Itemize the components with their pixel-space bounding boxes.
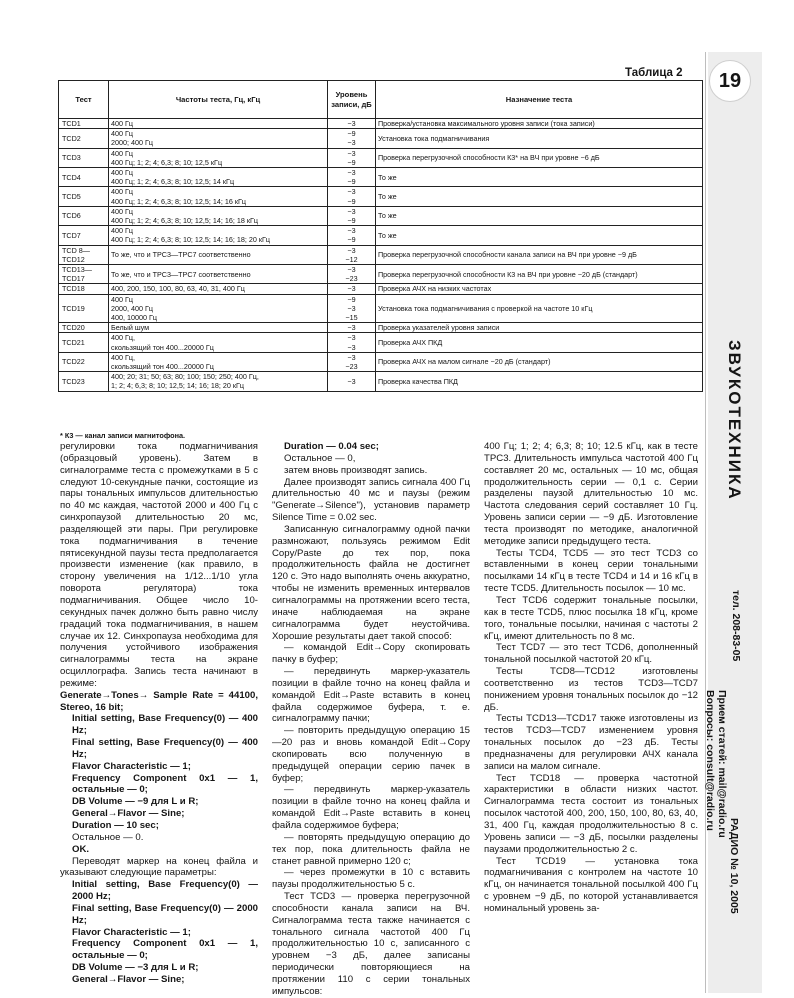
cell-level-line: −9	[347, 196, 356, 206]
cell-level-line: −3	[347, 206, 356, 216]
cell-level-line: −9	[347, 129, 356, 139]
cell-frequencies-line: 400 Гц; 1; 2; 4; 6,3; 8; 10; 12,5 кГц	[111, 157, 223, 167]
cell-test-line: TCD19	[62, 303, 85, 313]
cell-frequencies	[109, 372, 328, 391]
paragraph: Тесты TCD13—TCD17 также изготовлены из тестов TCD3—TCD7 изменением уровня тональных посылок до −23 дБ. Тесты предназначены для регулировки АЧХ канала записи на малом сигнале.	[484, 713, 698, 772]
margin-divider	[705, 52, 706, 993]
cell-level-line: −3	[347, 148, 356, 158]
code-line: General→Flavor — Sine;	[72, 973, 185, 985]
paragraph: — через промежутки в 10 с вставить паузы продолжительностью 5 с.	[272, 867, 470, 891]
cell-frequencies-line: 400 Гц	[111, 294, 133, 304]
cell-frequencies	[109, 323, 328, 333]
cell-test-line: TCD12	[62, 254, 85, 264]
paragraph: — повторять предыдущую операцию до тех пор, пока длительность файла не станет равной примерно 120 с;	[272, 831, 470, 867]
cell-frequencies	[109, 206, 328, 225]
cell-frequencies-line: 400 Гц	[111, 206, 133, 216]
table-row	[59, 129, 703, 148]
cell-level-line: −3	[347, 333, 356, 343]
cell-frequencies-line: Белый шум	[111, 323, 150, 333]
paragraph: Тест TCD18 — проверка частотной характеристики в области низких частот. Сигналограмма теста состоит из тональных посылок частотой 400, 200, 150, 100, 80, 63, 40, 31, 400 Гц, каждая продолжительностью 8 с. Уровень записи — −3 дБ, посылки разделены паузами продолжительностью 2 с.	[484, 772, 698, 855]
cell-test-line: TCD1	[62, 119, 81, 128]
cell-test-line: TCD18	[62, 284, 85, 294]
cell-level-line: −3	[347, 284, 356, 294]
cell-frequencies-line: То же, что и TPC3—TPC7 соответственно	[111, 269, 251, 279]
table-row	[59, 148, 703, 167]
cell-frequencies	[109, 284, 328, 294]
cell-purpose	[376, 129, 703, 148]
cell-purpose-line: Проверка перегрузочной способности канала записи на ВЧ при уровне −9 дБ	[378, 250, 637, 260]
code-line: Остальное — 0.	[72, 831, 144, 843]
cell-purpose	[376, 187, 703, 206]
cell-frequencies-line: 400 Гц	[111, 226, 133, 236]
cell-frequencies	[109, 226, 328, 245]
cell-test	[59, 372, 109, 391]
cell-test-line: TCD23	[62, 376, 85, 386]
cell-level-line: −12	[345, 254, 358, 264]
cell-level	[328, 129, 376, 148]
paragraph: 400 Гц; 1; 2; 4; 6,3; 8; 10; 12.5 кГц, как в тесте TPC3. Длительность импульса частотой 400 Гц составляет 20 мс, остальных — 10 мс, общая продолжительность серии — 0,1 с. Серии разделены паузой длительностью 10 мс. Частота следования серий составляет 10 Гц. Уровень записи серии — −9 дБ. Изготовление теста производят по методике, аналогичной методике записи предыдущего теста.	[484, 441, 698, 547]
paragraph: Записанную сигналограмму одной пачки размножают, пользуясь режимом Edit Copy/Paste до тех пор, пока продолжительность файла не достигнет 120 с. Это надо выполнять очень аккуратно, чтобы не изменить временных интервалов сигналограммы на протяжении всего теста, иначе наблюдаемая на экране сигналограмма будет неустойчива. Хорошие результаты дает такой способ:	[272, 523, 470, 642]
cell-frequencies	[109, 168, 328, 187]
code-line: Frequency Component 0x1 — 1, остальные — 0;	[72, 938, 258, 962]
header-purpose: Назначение теста	[376, 81, 703, 119]
cell-purpose-line: Проверка/установка максимального уровня записи (тока записи)	[378, 119, 595, 128]
cell-test	[59, 187, 109, 206]
paragraph: Далее производят запись сигнала 400 Гц длительностью 40 мс и паузы (режим "Generate→Silence"), установив параметр Silence Time = 0.02 sec.	[272, 476, 470, 524]
cell-level-line: −3	[347, 119, 356, 128]
cell-frequencies-line: 400 Гц; 1; 2; 4; 6,3; 8; 10; 12,5; 14; 16 кГц	[111, 196, 247, 206]
cell-purpose	[376, 226, 703, 245]
cell-test-line: TCD13—	[62, 265, 92, 275]
cell-level-line: −3	[347, 226, 356, 236]
cell-level-line: −9	[347, 235, 356, 245]
text-column-2	[272, 441, 470, 998]
paragraph: Тест TCD7 — это тест TCD6, дополненный тональной посылкой частотой 20 кГц.	[484, 642, 698, 666]
cell-purpose-line: То же	[378, 230, 397, 240]
cell-frequencies-line: скользящий тон 400...20000 Гц	[111, 342, 214, 352]
cell-level-line: −3	[347, 303, 356, 313]
cell-purpose	[376, 284, 703, 294]
cell-test-line: TCD3	[62, 153, 81, 163]
cell-test-line: TCD6	[62, 211, 81, 221]
cell-level	[328, 226, 376, 245]
header-level: Уровень записи, дБ	[328, 81, 376, 119]
table-row	[59, 372, 703, 391]
cell-purpose-line: Проверка перегрузочной способности К3 на ВЧ при уровне −20 дБ (стандарт)	[378, 269, 638, 279]
cell-frequencies	[109, 245, 328, 264]
cell-purpose-line: Проверка перегрузочной способности К3* на ВЧ при уровне −6 дБ	[378, 153, 600, 163]
paragraph: регулировки тока подмагничивания (образцовый уровень). Затем в сигналограмме теста с промежутками в 5 с следуют 10-секундные пачки, состоящие из пары тональных импульсов длительностью по 40 мс каждая, частотой 2000 и 400 Гц с синхропаузой длительностью 20 мс, разделяющей эти пары. При регулировке тока подмагничивания в течение пятисекундной паузы теста предполагается произвести изменение (как правило, в сторону увеличения на 1/12...1/10 угла поворота регулятора) тока подмагничивания. Общее число 10-секундных пачек должно быть равно числу градаций тока подмагничивания, в нашем случае их 12. Синхропауза необходима для получения устойчивого изображения сигналограммы теста на экране осциллографа. Запись теста начинают в режиме:	[60, 441, 258, 689]
cell-test-line: TCD22	[62, 357, 85, 367]
cell-test	[59, 148, 109, 167]
cell-test-line: TCD20	[62, 323, 85, 333]
paragraph: Тест TCD19 — установка тока подмагничивания с контролем на частоте 10 кГц, он начинается тональной посылкой 400 Гц с уровнем −9 дБ, по которой устанавливается номинальный уровень за-	[484, 855, 698, 914]
table-row	[59, 119, 703, 129]
cell-level-line: −3	[347, 245, 356, 255]
table-row	[59, 333, 703, 352]
contact-emails	[704, 690, 728, 838]
paragraph: Тесты TCD4, TCD5 — это тест TCD3 со вставленными в конец серии тональными посылками 14 кГц в тесте TCD4 и 14 и 16 кГц в тесте TCD5. Длительность посылок — 10 мс.	[484, 547, 698, 595]
code-line: Duration — 10 sec;	[72, 820, 159, 831]
cell-frequencies-line: 400 Гц; 1; 2; 4; 6,3; 8; 10; 12,5; 14; 16; 18 кГц	[111, 216, 259, 226]
cell-frequencies	[109, 294, 328, 323]
cell-level	[328, 168, 376, 187]
cell-test	[59, 206, 109, 225]
cell-level	[328, 119, 376, 129]
cell-frequencies-line: 400 Гц; 1; 2; 4; 6,3; 8; 10; 12,5; 14 кГц	[111, 177, 235, 187]
cell-test-line: TCD2	[62, 133, 81, 143]
table-row	[59, 245, 703, 264]
paragraph: Тест TCD3 — проверка перегрузочной способности канала записи на ВЧ. Сигналограмма теста также начинается с тонального сигнала частотой 400 Гц продолжительностью 10 с, записанного с уровнем −3 дБ, далее записаны периодически повторяющиеся на протяжении 110 с серии тональных импульсов:	[272, 891, 470, 997]
cell-level-line: −9	[347, 216, 356, 226]
cell-frequencies-line: 400 Гц,	[111, 352, 135, 362]
table-row	[59, 352, 703, 371]
cell-level	[328, 294, 376, 323]
table-row	[59, 226, 703, 245]
code-line: Final setting, Base Frequency(0) — 2000 Hz;	[72, 902, 258, 926]
cell-purpose-line: То же	[378, 192, 397, 202]
cell-frequencies-line: 2000, 400 Гц	[111, 303, 153, 313]
cell-level	[328, 265, 376, 284]
code-line: Initial setting, Base Frequency(0) — 2000 Hz;	[72, 879, 258, 903]
cell-level-line: −3	[347, 265, 356, 275]
text-column-1	[60, 441, 258, 986]
table-row	[59, 294, 703, 323]
code-line: General→Flavor — Sine;	[72, 808, 185, 820]
cell-level-line: −9	[347, 177, 356, 187]
paragraph: — повторить предыдущую операцию 15—20 раз и вновь командой Edit→Copy скопировать всю полученную в предыдущей операции серию пачек в буфер;	[272, 725, 470, 784]
cell-level	[328, 187, 376, 206]
cell-frequencies-line: 1; 2; 4; 6,3; 8; 10; 12,5; 14; 16; 18; 20 кГц	[111, 381, 245, 391]
header-frequencies: Частоты теста, Гц, кГц	[109, 81, 328, 119]
code-line: OK.	[72, 843, 90, 855]
cell-test	[59, 168, 109, 187]
cell-frequencies-line: 400, 200, 150, 100, 80, 63, 40, 31, 400 Гц	[111, 284, 245, 294]
cell-level	[328, 352, 376, 371]
cell-level-line: −3	[347, 323, 356, 333]
paragraph: — командой Edit→Copy скопировать пачку в буфер;	[272, 642, 470, 666]
cell-frequencies-line: скользящий тон 400...20000 Гц	[111, 362, 214, 372]
paragraph: Тесты TCD8—TCD12 изготовлены соответственно из тестов TCD3—TCD7 понижением уровня тональных посылок до −12 дБ.	[484, 666, 698, 713]
cell-frequencies-line: 400, 10000 Гц	[111, 313, 157, 323]
paragraph: Переводят маркер на конец файла и указывают следующие параметры:	[60, 855, 258, 879]
cell-level-line: −9	[347, 294, 356, 304]
cell-test-line: TCD 8—	[62, 245, 90, 255]
email-submissions: Прием статей: mail@radio.ru	[716, 690, 728, 838]
code-line: Остальное — 0,	[284, 452, 356, 464]
cell-frequencies-line: 400; 20; 31; 50; 63; 80; 100; 150; 250; 400 Гц,	[111, 372, 259, 382]
cell-purpose-line: Проверка АЧХ на малом сигнале −20 дБ (стандарт)	[378, 357, 551, 367]
code-line: Flavor Characteristic — 1;	[72, 926, 191, 938]
cell-level	[328, 245, 376, 264]
cell-purpose-line: Проверка качества ПКД	[378, 376, 458, 386]
email-questions: Вопросы: consult@radio.ru	[704, 690, 716, 831]
code-line: Duration — 0.04 sec;	[284, 441, 379, 452]
cell-level-line: −23	[345, 362, 358, 372]
cell-level-line: −9	[347, 157, 356, 167]
cell-test-line: TCD7	[62, 230, 81, 240]
cell-test-line: TCD21	[62, 338, 85, 348]
code-line: Generate→Tones→ Sample Rate = 44100, Stereo, 16 bit;	[60, 689, 258, 713]
cell-frequencies	[109, 148, 328, 167]
paragraph: затем вновь производят запись.	[284, 464, 428, 476]
cell-purpose-line: Проверка указателей уровня записи	[378, 323, 500, 333]
cell-purpose-line: То же	[378, 211, 397, 221]
cell-test	[59, 294, 109, 323]
cell-test-line: TCD5	[62, 192, 81, 202]
cell-level	[328, 372, 376, 391]
cell-level-line: −3	[347, 352, 356, 362]
cell-frequencies-line: 400 Гц	[111, 148, 133, 158]
cell-frequencies-line: 2000; 400 Гц	[111, 138, 153, 148]
code-line: Final setting, Base Frequency(0) — 400 Hz;	[72, 737, 258, 760]
cell-purpose	[376, 265, 703, 284]
cell-frequencies	[109, 333, 328, 352]
cell-frequencies-line: 400 Гц	[111, 187, 133, 197]
cell-purpose-line: Проверка АЧХ ПКД	[378, 338, 443, 348]
cell-level	[328, 206, 376, 225]
table-caption: Таблица 2	[625, 67, 683, 79]
cell-frequencies-line: То же, что и TPC3—TPC7 соответственно	[111, 250, 251, 260]
cell-level	[328, 148, 376, 167]
cell-purpose	[376, 294, 703, 323]
cell-level-line: −15	[345, 313, 358, 323]
cell-level	[328, 333, 376, 352]
cell-frequencies-line: 400 Гц; 1; 2; 4; 6,3; 8; 10; 12,5; 14; 16; 18; 20 кГц	[111, 235, 271, 245]
header-test: Тест	[59, 81, 109, 119]
cell-frequencies-line: 400 Гц	[111, 119, 133, 128]
cell-frequencies-line: 400 Гц	[111, 168, 133, 178]
cell-purpose-line: Установка тока подмагничивания	[378, 133, 490, 143]
cell-purpose-line: Проверка АЧХ на низких частотах	[378, 284, 492, 294]
cell-purpose	[376, 323, 703, 333]
cell-purpose	[376, 168, 703, 187]
cell-purpose	[376, 333, 703, 352]
cell-test	[59, 119, 109, 129]
paragraph: — передвинуть маркер-указатель позиции в файле точно на конец файла и командой Edit→Paste вставить в конец файла содержимое буфера, т. е. сигналограмму пачки;	[272, 666, 470, 725]
cell-test	[59, 226, 109, 245]
cell-test-line: TCD4	[62, 172, 81, 182]
cell-level	[328, 323, 376, 333]
cell-frequencies	[109, 265, 328, 284]
cell-test	[59, 323, 109, 333]
tests-table-body	[59, 119, 703, 392]
table-row	[59, 168, 703, 187]
table-row	[59, 187, 703, 206]
cell-test-line: TCD17	[62, 274, 85, 284]
table-row	[59, 265, 703, 284]
phone-number: тел. 208-83-05	[730, 590, 742, 662]
paragraph: Тест TCD6 содержит тональные посылки, как в тесте TCD5, плюс посылка 18 кГц, кроме того, тональные посылки, начиная с частоты 2 кГц, имеют длительность по 8 мс.	[484, 594, 698, 642]
code-line: DB Volume — −3 для L и R;	[72, 962, 199, 974]
cell-test	[59, 245, 109, 264]
cell-frequencies	[109, 129, 328, 148]
cell-purpose	[376, 245, 703, 264]
cell-frequencies-line: 400 Гц,	[111, 333, 135, 343]
cell-frequencies	[109, 187, 328, 206]
cell-level-line: −23	[345, 274, 358, 284]
table-header-row	[59, 81, 703, 119]
issue-label: РАДИО № 10, 2005	[728, 818, 740, 914]
cell-purpose-line: То же	[378, 172, 397, 182]
paragraph: — передвинуть маркер-указатель позиции в файле точно на конец файла и командой Edit→Paste вставить в конец файла содержимое буфера;	[272, 784, 470, 831]
cell-purpose	[376, 148, 703, 167]
cell-level-line: −3	[347, 342, 356, 352]
cell-test	[59, 333, 109, 352]
cell-purpose-line: Установка тока подмагничивания с проверкой на частоте 10 кГц	[378, 303, 593, 313]
cell-level-line: −3	[347, 168, 356, 178]
cell-frequencies	[109, 119, 328, 129]
page-number: 19	[709, 60, 751, 102]
code-line: Flavor Characteristic — 1;	[72, 760, 191, 772]
cell-test	[59, 352, 109, 371]
cell-purpose	[376, 119, 703, 129]
table-row	[59, 206, 703, 225]
cell-level-line: −3	[347, 187, 356, 197]
code-line: Initial setting, Base Frequency(0) — 400 Hz;	[72, 713, 258, 737]
cell-level-line: −3	[347, 376, 356, 386]
cell-test	[59, 129, 109, 148]
cell-test	[59, 284, 109, 294]
cell-purpose	[376, 206, 703, 225]
cell-purpose	[376, 372, 703, 391]
table-row	[59, 323, 703, 333]
cell-test	[59, 265, 109, 284]
table-footnote: * К3 — канал записи магнитофона.	[60, 431, 186, 440]
code-line: DB Volume — −9 для L и R;	[72, 796, 199, 808]
cell-frequencies-line: 400 Гц	[111, 129, 133, 139]
table-row	[59, 284, 703, 294]
cell-frequencies	[109, 352, 328, 371]
text-column-3	[484, 441, 698, 915]
tests-table	[58, 80, 703, 392]
code-line: Frequency Component 0x1 — 1, остальные — 0;	[72, 772, 258, 796]
section-title: ЗВУКОТЕХНИКА	[725, 340, 744, 501]
cell-level-line: −3	[347, 138, 356, 148]
cell-level	[328, 284, 376, 294]
cell-purpose	[376, 352, 703, 371]
